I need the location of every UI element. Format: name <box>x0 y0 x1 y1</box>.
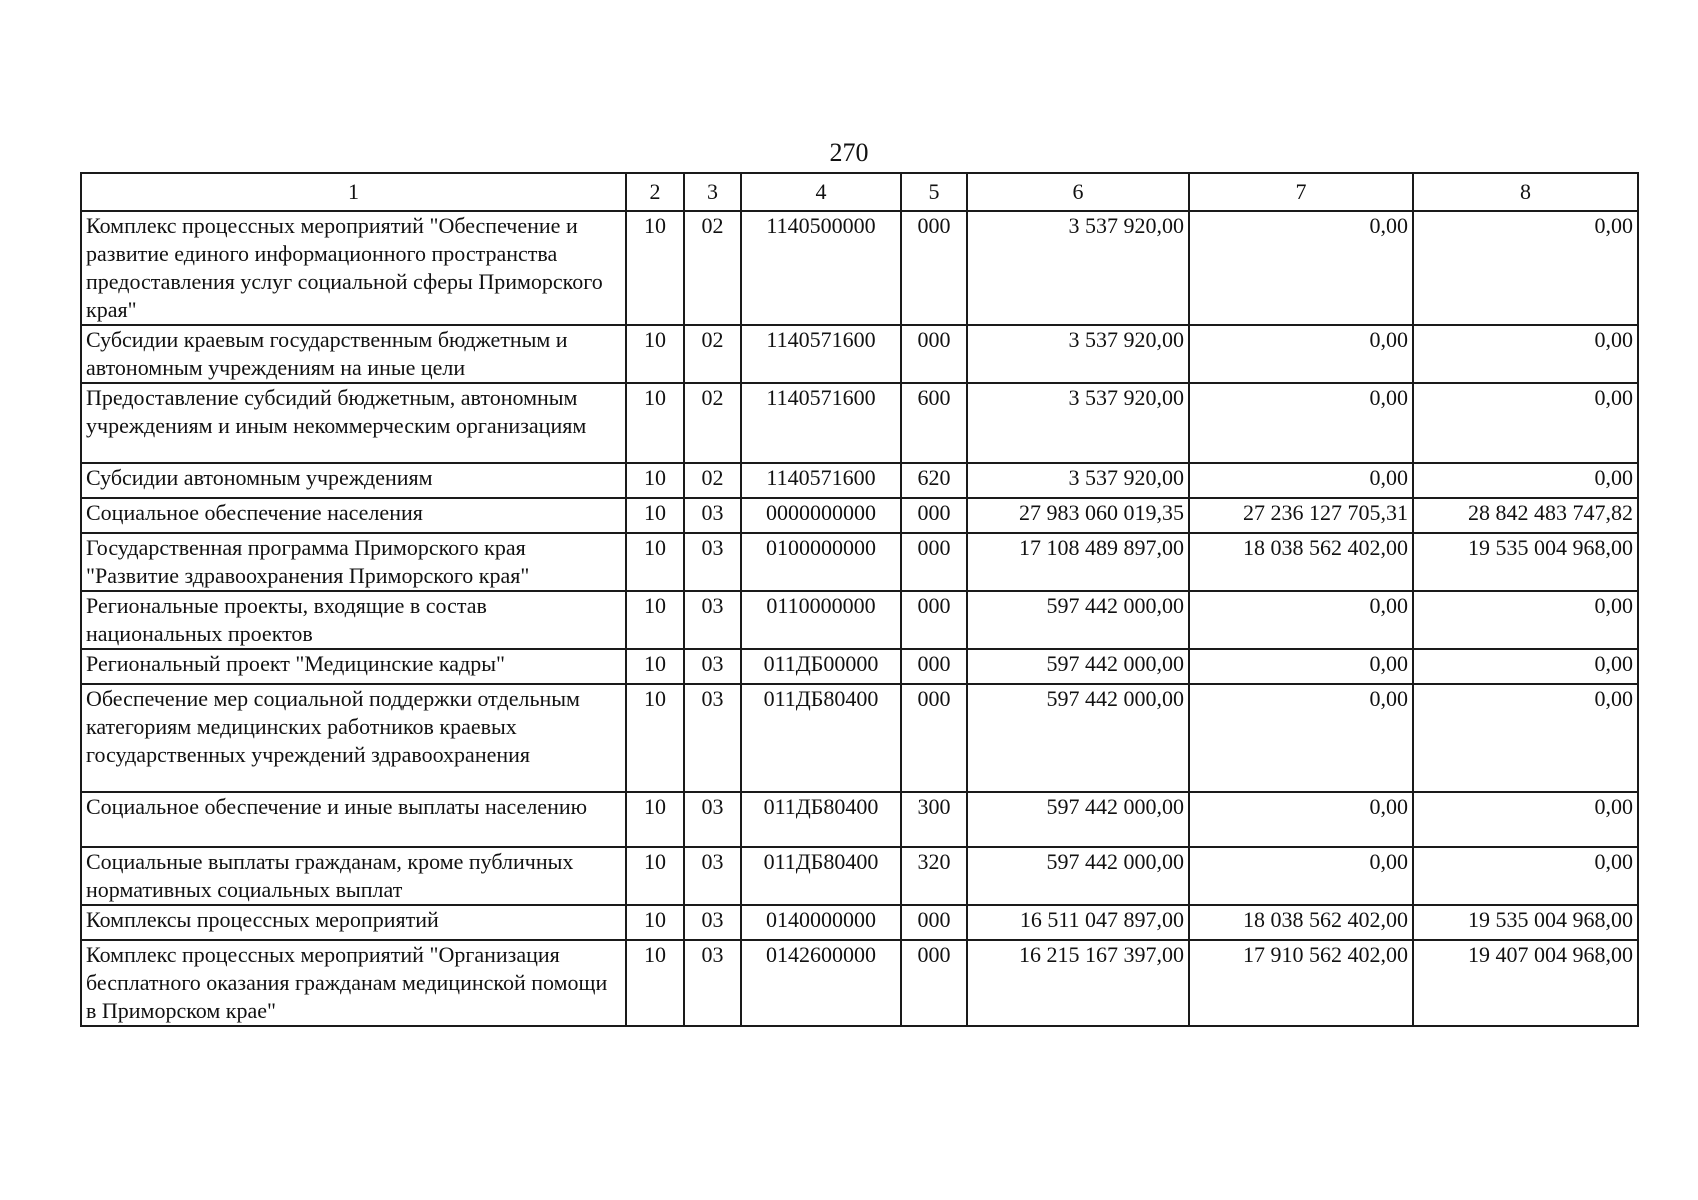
row-section: 10 <box>626 463 684 498</box>
row-section: 10 <box>626 649 684 684</box>
table-row <box>81 463 1638 498</box>
table-row <box>81 847 1638 905</box>
row-subsection: 03 <box>684 792 741 847</box>
row-section: 10 <box>626 684 684 792</box>
row-amount-2: 18 038 562 402,00 <box>1189 905 1413 940</box>
row-amount-3: 0,00 <box>1413 211 1638 325</box>
row-target-article: 1140500000 <box>741 211 901 325</box>
budget-table <box>80 172 1639 1027</box>
row-amount-2: 27 236 127 705,31 <box>1189 498 1413 533</box>
table-row <box>81 498 1638 533</box>
row-subsection: 03 <box>684 533 741 591</box>
row-amount-1: 3 537 920,00 <box>967 211 1189 325</box>
row-amount-3: 0,00 <box>1413 383 1638 463</box>
table-row <box>81 325 1638 383</box>
row-subsection: 02 <box>684 211 741 325</box>
row-amount-2: 0,00 <box>1189 591 1413 649</box>
row-name: Региональные проекты, входящие в состав национальных проектов <box>81 591 626 649</box>
col-header-8: 8 <box>1413 173 1638 211</box>
row-section: 10 <box>626 905 684 940</box>
row-amount-2: 0,00 <box>1189 684 1413 792</box>
row-expense-type: 000 <box>901 649 967 684</box>
row-amount-3: 28 842 483 747,82 <box>1413 498 1638 533</box>
col-header-6: 6 <box>967 173 1189 211</box>
table-row <box>81 533 1638 591</box>
row-section: 10 <box>626 591 684 649</box>
row-expense-type: 000 <box>901 533 967 591</box>
table-body <box>81 211 1638 1026</box>
row-subsection: 02 <box>684 383 741 463</box>
row-name: Социальное обеспечение и иные выплаты населению <box>81 792 626 847</box>
col-header-5: 5 <box>901 173 967 211</box>
table-row <box>81 383 1638 463</box>
row-amount-1: 597 442 000,00 <box>967 792 1189 847</box>
row-target-article: 1140571600 <box>741 463 901 498</box>
row-expense-type: 000 <box>901 940 967 1026</box>
row-section: 10 <box>626 940 684 1026</box>
row-amount-1: 597 442 000,00 <box>967 684 1189 792</box>
row-amount-2: 0,00 <box>1189 325 1413 383</box>
row-expense-type: 000 <box>901 591 967 649</box>
row-amount-3: 19 535 004 968,00 <box>1413 533 1638 591</box>
row-section: 10 <box>626 383 684 463</box>
row-name: Обеспечение мер социальной поддержки отдельным категориям медицинских работников краевых государственных учреждений здравоохранения <box>81 684 626 792</box>
row-expense-type: 300 <box>901 792 967 847</box>
col-header-2: 2 <box>626 173 684 211</box>
row-subsection: 03 <box>684 591 741 649</box>
row-target-article: 0000000000 <box>741 498 901 533</box>
row-amount-2: 0,00 <box>1189 463 1413 498</box>
row-amount-3: 0,00 <box>1413 649 1638 684</box>
row-subsection: 02 <box>684 463 741 498</box>
row-amount-1: 597 442 000,00 <box>967 591 1189 649</box>
row-amount-2: 17 910 562 402,00 <box>1189 940 1413 1026</box>
row-section: 10 <box>626 498 684 533</box>
row-section: 10 <box>626 792 684 847</box>
row-expense-type: 000 <box>901 211 967 325</box>
row-name: Предоставление субсидий бюджетным, автономным учреждениям и иным некоммерческим организациям <box>81 383 626 463</box>
row-amount-1: 16 511 047 897,00 <box>967 905 1189 940</box>
row-amount-3: 0,00 <box>1413 792 1638 847</box>
row-expense-type: 620 <box>901 463 967 498</box>
row-name: Социальное обеспечение населения <box>81 498 626 533</box>
row-name: Социальные выплаты гражданам, кроме публичных нормативных социальных выплат <box>81 847 626 905</box>
row-section: 10 <box>626 325 684 383</box>
row-target-article: 0140000000 <box>741 905 901 940</box>
table-row <box>81 684 1638 792</box>
row-subsection: 03 <box>684 847 741 905</box>
row-amount-2: 0,00 <box>1189 211 1413 325</box>
table-row <box>81 905 1638 940</box>
row-subsection: 03 <box>684 498 741 533</box>
row-target-article: 011ДБ80400 <box>741 684 901 792</box>
row-subsection: 02 <box>684 325 741 383</box>
row-amount-1: 3 537 920,00 <box>967 383 1189 463</box>
row-expense-type: 600 <box>901 383 967 463</box>
row-section: 10 <box>626 533 684 591</box>
row-name: Государственная программа Приморского края "Развитие здравоохранения Приморского края" <box>81 533 626 591</box>
table-row <box>81 591 1638 649</box>
row-name: Региональный проект "Медицинские кадры" <box>81 649 626 684</box>
row-section: 10 <box>626 211 684 325</box>
row-amount-3: 19 407 004 968,00 <box>1413 940 1638 1026</box>
row-target-article: 011ДБ80400 <box>741 792 901 847</box>
row-amount-3: 0,00 <box>1413 591 1638 649</box>
row-target-article: 011ДБ80400 <box>741 847 901 905</box>
table-row <box>81 211 1638 325</box>
row-target-article: 011ДБ00000 <box>741 649 901 684</box>
row-subsection: 03 <box>684 649 741 684</box>
row-amount-3: 19 535 004 968,00 <box>1413 905 1638 940</box>
col-header-7: 7 <box>1189 173 1413 211</box>
row-target-article: 0142600000 <box>741 940 901 1026</box>
row-expense-type: 000 <box>901 498 967 533</box>
row-amount-3: 0,00 <box>1413 463 1638 498</box>
row-target-article: 0110000000 <box>741 591 901 649</box>
row-expense-type: 000 <box>901 905 967 940</box>
row-name: Комплекс процессных мероприятий "Организация бесплатного оказания гражданам медицинской помощи в Приморском крае" <box>81 940 626 1026</box>
row-amount-1: 27 983 060 019,35 <box>967 498 1189 533</box>
row-amount-2: 0,00 <box>1189 383 1413 463</box>
row-amount-3: 0,00 <box>1413 325 1638 383</box>
row-target-article: 1140571600 <box>741 325 901 383</box>
col-header-1: 1 <box>81 173 626 211</box>
row-subsection: 03 <box>684 684 741 792</box>
row-amount-3: 0,00 <box>1413 684 1638 792</box>
row-amount-2: 18 038 562 402,00 <box>1189 533 1413 591</box>
row-target-article: 1140571600 <box>741 383 901 463</box>
row-subsection: 03 <box>684 905 741 940</box>
header-row <box>81 173 1638 211</box>
row-amount-1: 597 442 000,00 <box>967 847 1189 905</box>
col-header-3: 3 <box>684 173 741 211</box>
col-header-4: 4 <box>741 173 901 211</box>
row-target-article: 0100000000 <box>741 533 901 591</box>
row-expense-type: 000 <box>901 684 967 792</box>
row-expense-type: 320 <box>901 847 967 905</box>
table-row <box>81 792 1638 847</box>
row-amount-1: 17 108 489 897,00 <box>967 533 1189 591</box>
table-row <box>81 940 1638 1026</box>
row-amount-1: 3 537 920,00 <box>967 325 1189 383</box>
row-amount-2: 0,00 <box>1189 792 1413 847</box>
row-amount-1: 597 442 000,00 <box>967 649 1189 684</box>
row-name: Субсидии краевым государственным бюджетным и автономным учреждениям на иные цели <box>81 325 626 383</box>
row-amount-1: 3 537 920,00 <box>967 463 1189 498</box>
row-subsection: 03 <box>684 940 741 1026</box>
row-name: Комплексы процессных мероприятий <box>81 905 626 940</box>
row-section: 10 <box>626 847 684 905</box>
page-number: 270 <box>829 138 869 167</box>
row-amount-3: 0,00 <box>1413 847 1638 905</box>
row-amount-2: 0,00 <box>1189 847 1413 905</box>
row-expense-type: 000 <box>901 325 967 383</box>
row-name: Комплекс процессных мероприятий "Обеспечение и развитие единого информационного пространства предоставления услуг социальной сферы Приморского края" <box>81 211 626 325</box>
row-amount-2: 0,00 <box>1189 649 1413 684</box>
table-row <box>81 649 1638 684</box>
row-amount-1: 16 215 167 397,00 <box>967 940 1189 1026</box>
row-name: Субсидии автономным учреждениям <box>81 463 626 498</box>
